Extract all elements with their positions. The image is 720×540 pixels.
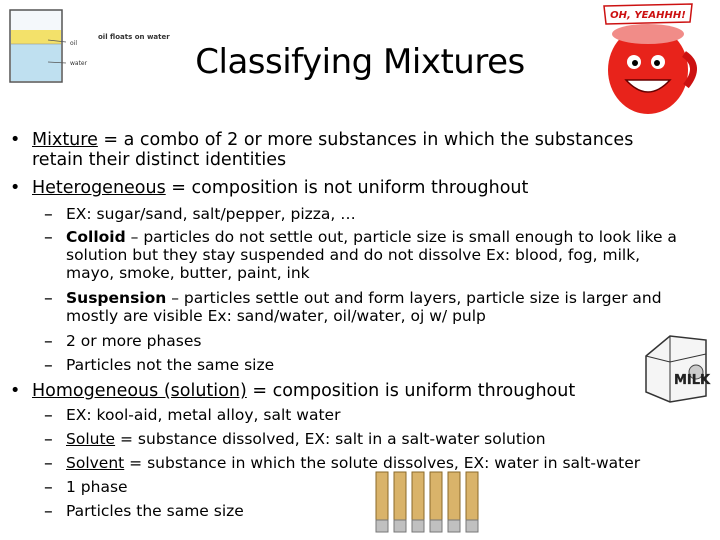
mixture-continuation: retain their distinct identities (32, 150, 287, 170)
colloid-line-2: solution but they stay suspended and do not dissolve Ex: blood, fog, milk, (66, 246, 641, 264)
koolaid-logo-text: OH, YEAHHH! (610, 10, 686, 21)
homogeneous-definition (32, 381, 672, 401)
dash-marker: – (44, 430, 53, 450)
dash-marker: – (44, 332, 53, 352)
oil-water-beaker-image (2, 2, 172, 88)
heterogeneous-example: EX: sugar/sand, salt/pepper, pizza, … (66, 205, 356, 223)
dash-marker: – (44, 406, 53, 426)
dash-marker: – (44, 454, 53, 474)
mixture-text: = a combo of 2 or more substances in which the substances (97, 130, 634, 150)
colloid-text: – particles do not settle out, particle size is small enough to look like a (125, 228, 677, 246)
solute-text: = substance dissolved, EX: salt in a salt-water solution (115, 430, 546, 448)
dash-marker: – (44, 478, 53, 498)
bullet-marker: • (10, 381, 21, 401)
heterogeneous-term: Heterogeneous (32, 178, 166, 198)
solvent-term: Solvent (66, 454, 125, 472)
solute-definition (66, 430, 702, 448)
heterogeneous-text: = composition is not uniform throughout (165, 178, 529, 198)
solvent-text: = substance in which the solute dissolves, EX: water in salt-water (124, 454, 641, 472)
test-tubes-image (372, 466, 490, 536)
homogeneous-example: EX: kool-aid, metal alloy, salt water (66, 406, 341, 424)
suspension-definition (66, 289, 702, 307)
milk-label: MILK (674, 373, 711, 388)
bullet-marker: • (10, 130, 21, 150)
koolaid-pitcher-image (592, 0, 704, 122)
homogeneous-particles: Particles the same size (66, 502, 244, 520)
water-label: water (70, 60, 88, 67)
dash-marker: – (44, 205, 53, 225)
dash-marker: – (44, 502, 53, 522)
page-title: Classifying Mixtures (195, 42, 525, 82)
colloid-definition (66, 228, 702, 246)
suspension-line-2: mostly are visible Ex: sand/water, oil/water, oj w/ pulp (66, 307, 486, 325)
homogeneous-phase: 1 phase (66, 478, 128, 496)
suspension-text: – particles settle out and form layers, particle size is larger and (166, 289, 662, 307)
dash-marker: – (44, 289, 53, 309)
bullet-marker: • (10, 178, 21, 198)
mixture-term: Mixture (32, 130, 98, 150)
heterogeneous-phases: 2 or more phases (66, 332, 202, 350)
heterogeneous-definition (32, 178, 672, 198)
heterogeneous-particles: Particles not the same size (66, 356, 275, 374)
dash-marker: – (44, 356, 53, 376)
oil-caption: oil floats on water (98, 33, 170, 41)
homogeneous-text: = composition is uniform throughout (246, 381, 576, 401)
oil-label: oil (70, 40, 78, 47)
colloid-line-3: mayo, smoke, butter, paint, ink (66, 264, 310, 282)
colloid-term: Colloid (66, 228, 126, 246)
dash-marker: – (44, 228, 53, 248)
suspension-term: Suspension (66, 289, 167, 307)
homogeneous-term: Homogeneous (solution) (32, 381, 247, 401)
mixture-definition (32, 130, 672, 150)
solute-term: Solute (66, 430, 116, 448)
